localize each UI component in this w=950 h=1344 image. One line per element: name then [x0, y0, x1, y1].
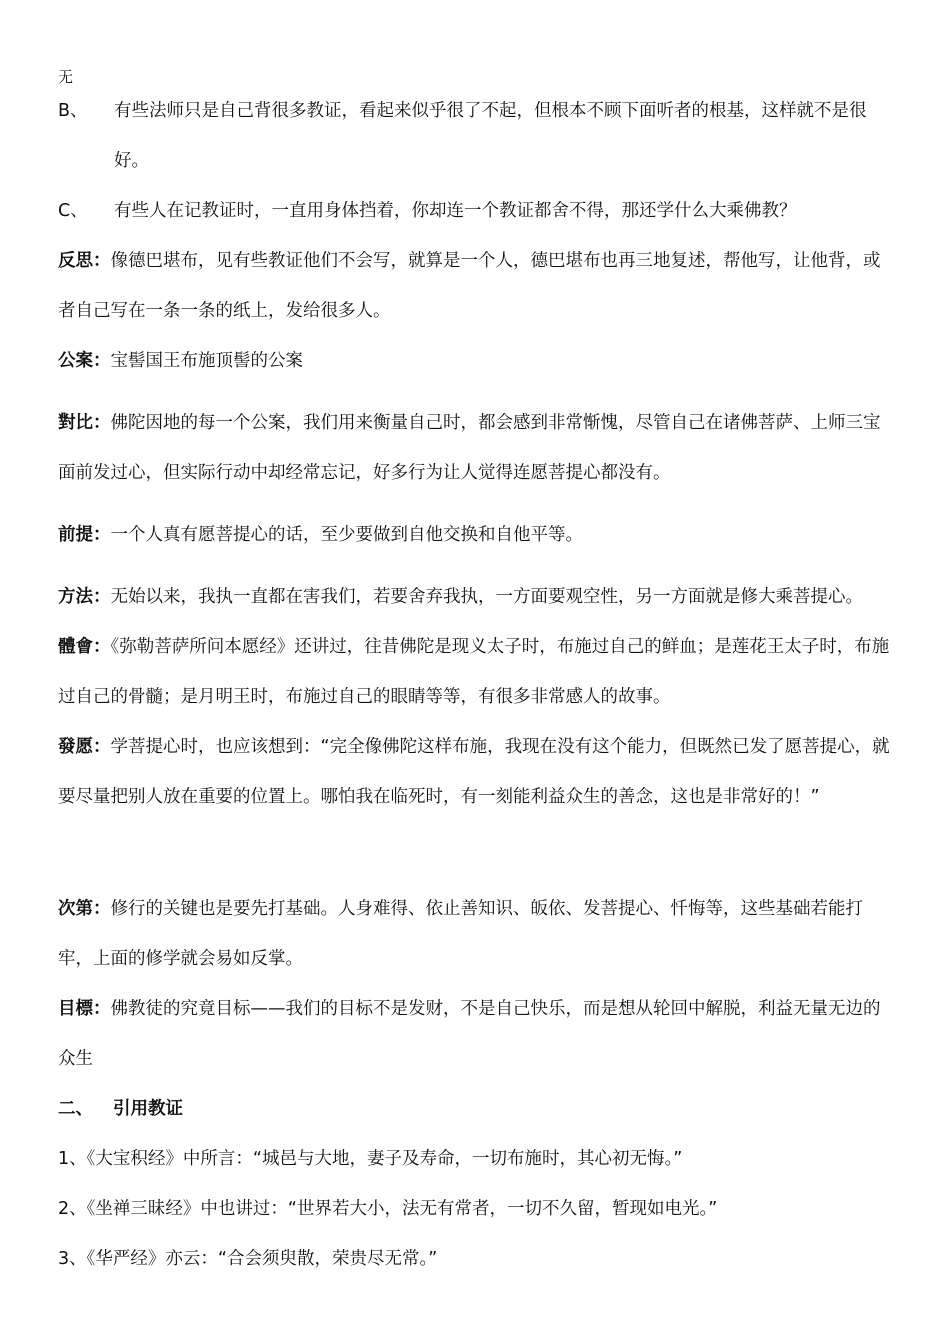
section-text: 学菩提心时，也应该想到：“完全像佛陀这样布施，我现在没有这个能力，但既然已发了愿菩提心，就要尽量把别人放在重要的位置上。哪怕我在临死时，有一刻能利益众生的善念，这也是非常好的！”: [58, 737, 890, 807]
option-marker: C、: [58, 201, 88, 221]
page-fragment: 无: [58, 68, 74, 86]
section-label: 體會：: [58, 637, 111, 657]
section-label: 次第：: [58, 899, 111, 919]
option-marker: B、: [58, 101, 88, 121]
section-contrast: [58, 398, 894, 498]
option-c: [58, 186, 894, 236]
citation-item: [58, 1234, 894, 1284]
section-text: 宝髻国王布施顶髻的公案: [110, 351, 303, 371]
citation-marker: 1、: [58, 1149, 87, 1169]
citation-marker: 3、: [58, 1249, 87, 1269]
section-label: 前提：: [58, 525, 111, 545]
option-b: [58, 86, 894, 186]
option-text: 有些法师只是自己背很多教证，看起来似乎很了不起，但根本不顾下面听者的根基，这样就不是很好。: [114, 101, 867, 171]
section-text: 《弥勒菩萨所问本愿经》还讲过，往昔佛陀是现义太子时，布施过自己的鲜血；是莲花王太子时，布施过自己的骨髓；是月明王时，布施过自己的眼睛等等，有很多非常感人的故事。: [58, 637, 890, 707]
section-heading: 引用教证: [113, 1099, 183, 1119]
section-text: 一个人真有愿菩提心的话，至少要做到自他交换和自他平等。: [110, 525, 583, 545]
heading-marker: 二、: [58, 1099, 93, 1119]
section-label: 目標：: [58, 999, 111, 1019]
section-text: 佛教徒的究竟目标——我们的目标不是发财，不是自己快乐，而是想从轮回中解脱，利益无量无边的众生: [58, 999, 881, 1069]
section-story: [58, 336, 894, 386]
citation-item: [58, 1184, 894, 1234]
section-label: 對比：: [58, 413, 111, 433]
option-text: 有些人在记教证时，一直用身体挡着，你却连一个教证都舍不得，那还学什么大乘佛教？: [114, 201, 797, 221]
section-vow: [58, 722, 894, 822]
section-text: 像德巴堪布，见有些教证他们不会写，就算是一个人，德巴堪布也再三地复述，帮他写，让他背，或者自己写在一条一条的纸上，发给很多人。: [58, 251, 881, 321]
section-label: 反思：: [58, 251, 111, 271]
citation-item: [58, 1134, 894, 1184]
section-premise: [58, 510, 894, 560]
section-label: 公案：: [58, 351, 111, 371]
section-method: [58, 572, 894, 622]
citation-text: 《华严经》亦云：“合会须臾散，荣贵尽无常。”: [86, 1249, 438, 1269]
section-reflection: [58, 236, 894, 336]
section-goal: [58, 984, 894, 1084]
section-text: 佛陀因地的每一个公案，我们用来衡量自己时，都会感到非常惭愧，尽管自己在诸佛菩萨、上师三宝面前发过心，但实际行动中却经常忘记，好多行为让人觉得连愿菩提心都没有。: [58, 413, 881, 483]
citation-text: 《坐禅三昧经》中也讲过：“世界若大小，法无有常者，一切不久留，暂现如电光。”: [86, 1199, 718, 1219]
section-label: 方法：: [58, 587, 111, 607]
citation-marker: 2、: [58, 1199, 87, 1219]
section-text: 无始以来，我执一直都在害我们，若要舍弃我执，一方面要观空性，另一方面就是修大乘菩提心。: [110, 587, 863, 607]
section-experience: [58, 622, 894, 722]
citation-text: 《大宝积经》中所言：“城邑与大地，妻子及寿命，一切布施时，其心初无悔。”: [86, 1149, 683, 1169]
section-sequence: [58, 884, 894, 984]
section-text: 修行的关键也是要先打基础。人身难得、依止善知识、皈依、发菩提心、忏悔等，这些基础若能打牢，上面的修学就会易如反掌。: [58, 899, 863, 969]
section-label: 發愿：: [58, 737, 111, 757]
